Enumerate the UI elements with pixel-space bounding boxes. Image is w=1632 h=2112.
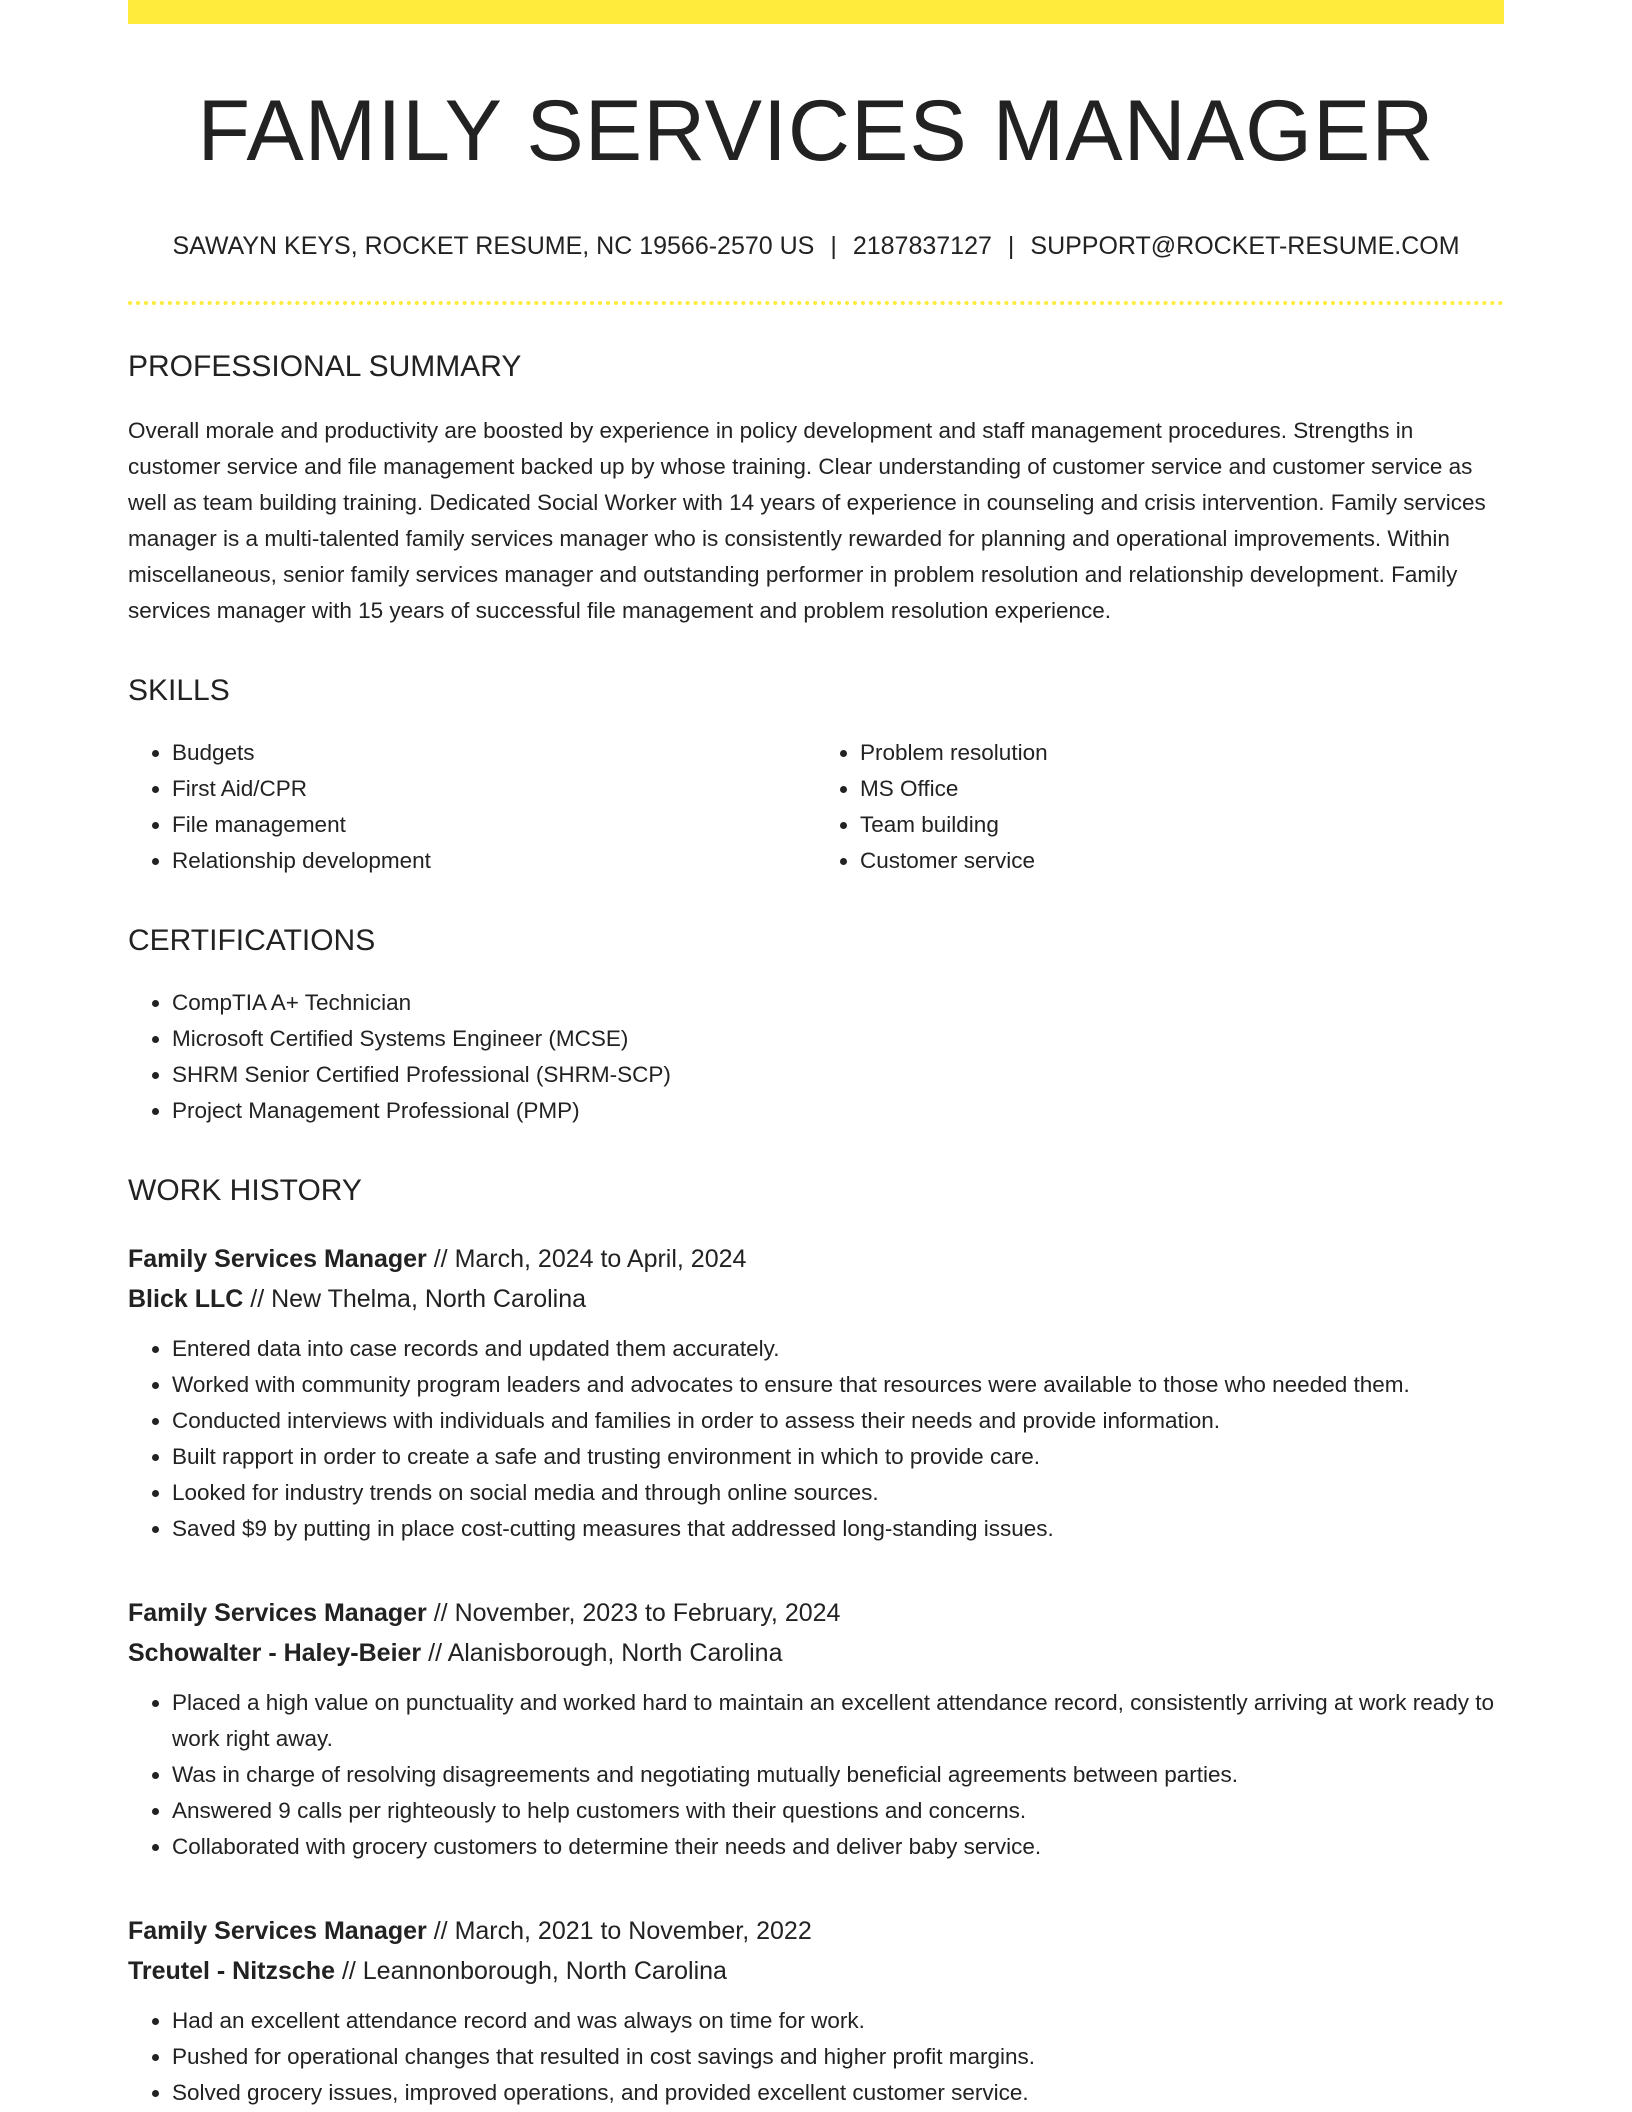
job-title: Family Services Manager — [128, 1244, 427, 1273]
job-bullet: • Looked for industry trends on social media and through online sources. — [172, 1475, 1504, 1511]
job-location: // New Thelma, North Carolina — [243, 1284, 587, 1313]
job-dates: // November, 2023 to February, 2024 — [426, 1598, 841, 1627]
work-history-heading: WORK HISTORY — [128, 1173, 362, 1207]
job-bullet: • Was in charge of resolving disagreements and negotiating mutually beneficial agreements between parties. — [172, 1757, 1504, 1793]
contact-separator: | — [830, 231, 837, 260]
job-company: Treutel - Nitzsche — [128, 1956, 335, 1985]
page-title: FAMILY SERVICES MANAGER — [197, 83, 1435, 179]
skill-item: • Customer service — [860, 843, 1504, 879]
job-company: Schowalter - Haley-Beier — [128, 1638, 422, 1667]
job-company-line — [128, 1279, 1504, 1319]
job-title-line — [128, 1239, 1504, 1279]
summary-heading: PROFESSIONAL SUMMARY — [128, 349, 522, 383]
job-bullet: • Answered 9 calls per righteously to help customers with their questions and concerns. — [172, 1793, 1504, 1829]
contact-address: SAWAYN KEYS, ROCKET RESUME, NC 19566-2570 US — [172, 231, 815, 260]
job-entry — [128, 1911, 1504, 2111]
job-bullet: • Had an excellent attendance record and was always on time for work. — [172, 2003, 1504, 2039]
job-bullet: • Entered data into case records and updated them accurately. — [172, 1331, 1504, 1367]
skill-item: • MS Office — [860, 771, 1504, 807]
job-entry — [128, 1593, 1504, 1865]
skill-item: • Relationship development — [172, 843, 816, 879]
contact-line — [128, 231, 1504, 261]
job-title-line — [128, 1911, 1504, 1951]
certification-item: • CompTIA A+ Technician — [172, 985, 1504, 1021]
job-title: Family Services Manager — [128, 1916, 427, 1945]
job-bullet: • Built rapport in order to create a safe and trusting environment in which to provide care. — [172, 1439, 1504, 1475]
dotted-divider — [128, 301, 1504, 305]
skill-item: • Problem resolution — [860, 735, 1504, 771]
job-bullet: • Placed a high value on punctuality and worked hard to maintain an excellent attendance record, consistently arriving at work ready to work right away. — [172, 1685, 1504, 1757]
contact-phone: 2187837127 — [852, 231, 992, 260]
job-location: // Leannonborough, North Carolina — [335, 1956, 727, 1985]
skills-heading: SKILLS — [128, 673, 230, 707]
job-bullet: • Saved $9 by putting in place cost-cutting measures that addressed long-standing issues. — [172, 1511, 1504, 1547]
job-company: Blick LLC — [128, 1284, 244, 1313]
certification-item: • SHRM Senior Certified Professional (SHRM-SCP) — [172, 1057, 1504, 1093]
certification-item: • Microsoft Certified Systems Engineer (MCSE) — [172, 1021, 1504, 1057]
job-dates: // March, 2024 to April, 2024 — [426, 1244, 747, 1273]
resume-page — [128, 0, 1504, 2111]
job-bullet: • Solved grocery issues, improved operations, and provided excellent customer service. — [172, 2075, 1504, 2111]
skills-column-right — [816, 735, 1504, 879]
skill-item: • Budgets — [172, 735, 816, 771]
job-company-line — [128, 1633, 1504, 1673]
job-title-line — [128, 1593, 1504, 1633]
skill-item: • First Aid/CPR — [172, 771, 816, 807]
job-bullets — [128, 2003, 1504, 2111]
certifications-list — [128, 985, 1504, 1129]
job-bullet: • Collaborated with grocery customers to determine their needs and deliver baby service. — [172, 1829, 1504, 1865]
skills-list — [128, 735, 1504, 879]
job-entry — [128, 1239, 1504, 1547]
job-company-line — [128, 1951, 1504, 1991]
job-bullets — [128, 1685, 1504, 1865]
job-bullet: • Conducted interviews with individuals and families in order to assess their needs and provide information. — [172, 1403, 1504, 1439]
contact-separator: | — [1007, 231, 1015, 260]
job-location: // Alanisborough, North Carolina — [421, 1638, 783, 1667]
accent-bar — [128, 0, 1504, 24]
contact-email: SUPPORT@ROCKET-RESUME.COM — [1030, 231, 1460, 260]
skill-item: • Team building — [860, 807, 1504, 843]
job-bullet: • Worked with community program leaders and advocates to ensure that resources were available to those who needed them. — [172, 1367, 1504, 1403]
certifications-heading: CERTIFICATIONS — [128, 923, 376, 957]
job-title: Family Services Manager — [128, 1598, 427, 1627]
skill-item: • File management — [172, 807, 816, 843]
certification-item: • Project Management Professional (PMP) — [172, 1093, 1504, 1129]
job-bullets — [128, 1331, 1504, 1547]
job-bullet: • Pushed for operational changes that resulted in cost savings and higher profit margins. — [172, 2039, 1504, 2075]
summary-text: Overall morale and productivity are boosted by experience in policy development and staff management procedures. Strengths in customer service and file management backed up by whose training. Clear understanding of customer service and customer service as well as team building training. Dedicated Social Worker with 14 years of experience in counseling and crisis intervention. Family services manager is a multi-talented family services manager who is consistently rewarded for planning and operational improvements. Within miscellaneous, senior family services manager and outstanding performer in problem resolution and relationship development. Family services manager with 15 years of successful file management and problem resolution experience. — [128, 417, 1486, 623]
skills-column-left — [128, 735, 816, 879]
job-dates: // March, 2021 to November, 2022 — [426, 1916, 812, 1945]
